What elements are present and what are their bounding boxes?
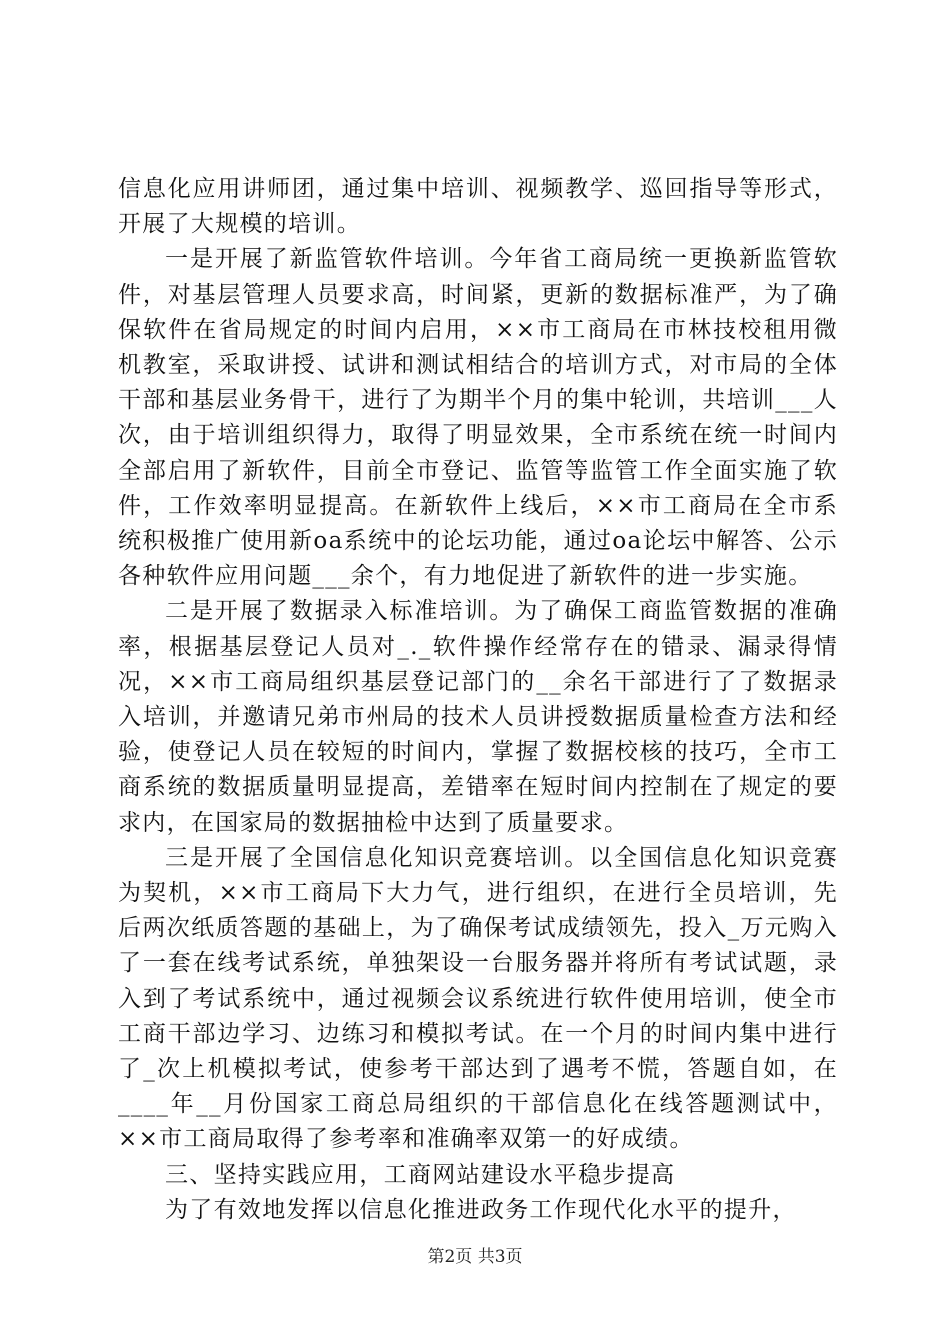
paragraph-website-intro: 为了有效地发挥以信息化推进政务工作现代化水平的提升， <box>165 1196 797 1223</box>
section-heading: 三、坚持实践应用，工商网站建设水平稳步提高 <box>165 1161 676 1188</box>
page-number-footer: 第2页 共3页 <box>427 1247 523 1267</box>
paragraph-competition-training: 三是开展了全国信息化知识竞赛培训。以全国信息化知识竞赛为契机，××市工商局下大力气，进行组织，在进行全员培训，先后两次纸质答题的基础上，为了确保考试成绩领先，投入_万元购入了一套在线考试系统，单独架设一台服务器并将所有考试试题，录入到了考试系统中，通过视频会议系统进行软件使用培训，使全市工商干部边学习、边练习和模拟考试。在一个月的时间内集中进行了_次上机模拟考试，使参考干部达到了遇考不慌，答题自如，在____年__月份国家工商总局组织的干部信息化在线答题测试中，××市工商局取得了参考率和准确率双第一的好成绩。 <box>118 844 838 1153</box>
document-body <box>118 172 838 1228</box>
paragraph-continuation: 信息化应用讲师团，通过集中培训、视频教学、巡回指导等形式，开展了大规模的培训。 <box>118 176 838 238</box>
paragraph-software-training: 一是开展了新监管软件培训。今年省工商局统一更换新监管软件，对基层管理人员要求高，时间紧，更新的数据标准严，为了确保软件在省局规定的时间内启用，××市工商局在市林技校租用微机教室，采取讲授、试讲和测试相结合的培训方式，对市局的全体干部和基层业务骨干，进行了为期半个月的集中轮训，共培训___人次，由于培训组织得力，取得了明显效果，全市系统在统一时间内全部启用了新软件，目前全市登记、监管等监管工作全面实施了软件，工作效率明显提高。在新软件上线后，××市工商局在全市系统积极推广使用新oa系统中的论坛功能，通过oa论坛中解答、公示各种软件应用问题___余个，有力地促进了新软件的进一步实施。 <box>118 246 838 590</box>
paragraph-data-entry-training: 二是开展了数据录入标准培训。为了确保工商监管数据的准确率，根据基层登记人员对_._软件操作经常存在的错录、漏录得情况，××市工商局组织基层登记部门的__余名干部进行了了数据录入培训，并邀请兄弟市州局的技术人员讲授数据质量检查方法和经验，使登记人员在较短的时间内，掌握了数据校核的技巧，全市工商系统的数据质量明显提高，差错率在短时间内控制在了规定的要求内，在国家局的数据抽检中达到了质量要求。 <box>118 598 838 836</box>
